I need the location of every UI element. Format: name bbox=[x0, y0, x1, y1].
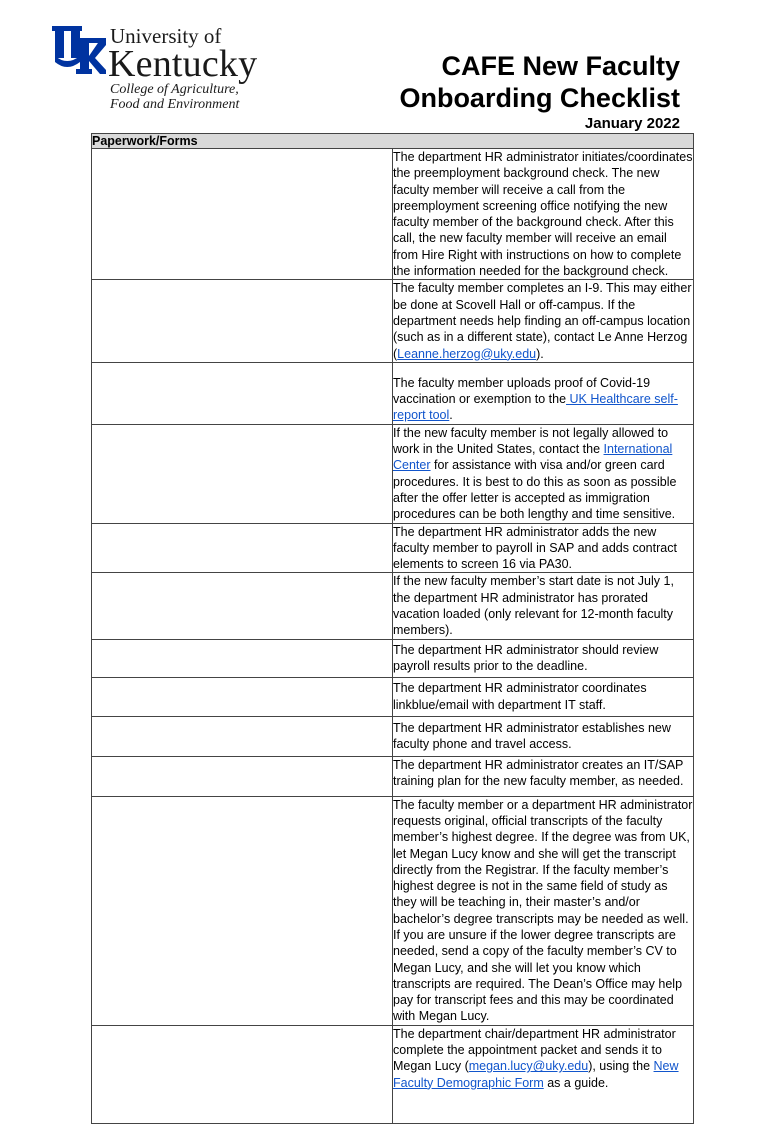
section-header: Paperwork/Forms bbox=[92, 134, 694, 149]
item-text: The faculty member completes an I-9. This may either be done at Scovell Hall or off-campus. If the department needs help finding an off-campus location (such as in a different state), contact Le Anne Herzog ( bbox=[393, 281, 692, 361]
item-description: The department HR administrator should review payroll results prior to the deadline. bbox=[393, 639, 694, 677]
checklist-row bbox=[92, 639, 694, 677]
checklist-table bbox=[91, 133, 694, 1124]
title-line-2: Onboarding Checklist bbox=[399, 83, 680, 113]
item-description bbox=[393, 1025, 694, 1123]
checklist-row bbox=[92, 424, 694, 523]
checkbox-cell[interactable] bbox=[92, 523, 393, 573]
checklist-row bbox=[92, 796, 694, 1025]
checklist-row bbox=[92, 280, 694, 362]
item-text: The department chair/department HR administrator complete the appointment packet and sends it to Megan Lucy ( bbox=[393, 1026, 676, 1074]
university-of-text: University of bbox=[110, 24, 222, 48]
checklist-row bbox=[92, 716, 694, 756]
item-description bbox=[393, 424, 694, 523]
email-link-herzog[interactable]: Leanne.herzog@uky.edu bbox=[397, 346, 537, 361]
checkbox-cell[interactable] bbox=[92, 424, 393, 523]
demographic-form-link[interactable]: New Faculty Demographic Form bbox=[393, 1059, 679, 1090]
checkbox-cell[interactable] bbox=[92, 149, 393, 280]
item-text-end: for assistance with visa and/or green card procedures. It is best to do this as soon as possible after the offer letter is accepted as immigration procedures can be both lengthy and time sensitive. bbox=[393, 458, 677, 522]
checkbox-cell[interactable] bbox=[92, 1025, 393, 1123]
college-line-1: College of Agriculture, bbox=[110, 82, 239, 97]
item-description: The faculty member or a department HR administrator requests original, official transcripts of the faculty member’s highest degree. If the degree was from UK, let Megan Lucy know and she will get the transcript directly from the Registrar. If the faculty member’s highest degree is not in the same field of study as they will be teaching in, their master’s and/or bachelor’s degree transcripts may be needed as well. If you are unsure if the lower degree transcripts are needed, send a copy of the faculty member’s CV to Megan Lucy, and she will let you know which transcripts are required. The Dean’s Office may help pay for transcript fees and this may be coordinated with Megan Lucy. bbox=[393, 797, 693, 1024]
college-line-2: Food and Environment bbox=[110, 97, 240, 112]
international-center-link[interactable]: International Center bbox=[393, 442, 673, 473]
item-description: If the new faculty member’s start date is not July 1, the department HR administrator has prorated vacation loaded (only relevant for 12-month faculty members). bbox=[393, 573, 694, 639]
item-description: The department HR administrator adds the new faculty member to payroll in SAP and adds contract elements to screen 16 via PA30. bbox=[393, 523, 694, 573]
checklist-row bbox=[92, 677, 694, 716]
uk-healthcare-tool-link[interactable]: UK Healthcare self-report tool bbox=[393, 392, 678, 423]
item-text-mid: ), using the bbox=[588, 1059, 654, 1074]
checklist-row bbox=[92, 573, 694, 639]
page-title bbox=[399, 50, 680, 114]
item-text: The faculty member uploads proof of Covid-19 vaccination or exemption to the bbox=[393, 375, 651, 407]
kentucky-text: Kentucky bbox=[108, 43, 258, 85]
document-date: January 2022 bbox=[584, 115, 680, 132]
checkbox-cell[interactable] bbox=[92, 573, 393, 639]
checklist-row bbox=[92, 149, 694, 280]
title-line-1: CAFE New Faculty bbox=[441, 51, 680, 81]
checkbox-cell[interactable] bbox=[92, 716, 393, 756]
checklist-row bbox=[92, 362, 694, 424]
item-text-end: as a guide. bbox=[543, 1075, 609, 1090]
checklist-row bbox=[92, 1025, 694, 1123]
checkbox-cell[interactable] bbox=[92, 280, 393, 362]
checklist-row bbox=[92, 523, 694, 573]
email-link-lucy[interactable]: megan.lucy@uky.edu bbox=[468, 1059, 589, 1074]
item-description: The department HR administrator coordinates linkblue/email with department IT staff. bbox=[393, 677, 694, 716]
item-text-end: . bbox=[449, 408, 453, 423]
item-description bbox=[393, 280, 694, 362]
section-header-row bbox=[92, 134, 694, 149]
item-description: The department HR administrator establishes new faculty phone and travel access. bbox=[393, 716, 694, 756]
uk-logo bbox=[52, 24, 267, 114]
checkbox-cell[interactable] bbox=[92, 796, 393, 1025]
checkbox-cell[interactable] bbox=[92, 756, 393, 796]
college-name bbox=[110, 82, 239, 112]
checkbox-cell[interactable] bbox=[92, 639, 393, 677]
item-text-end: ). bbox=[536, 346, 544, 361]
checkbox-cell[interactable] bbox=[92, 677, 393, 716]
item-description bbox=[393, 362, 694, 424]
item-text: If the new faculty member is not legally allowed to work in the United States, contact the bbox=[393, 425, 669, 457]
checklist-row bbox=[92, 756, 694, 796]
uk-logo-icon bbox=[52, 26, 106, 74]
checkbox-cell[interactable] bbox=[92, 362, 393, 424]
item-description: The department HR administrator creates an IT/SAP training plan for the new faculty member, as needed. bbox=[393, 756, 694, 796]
item-description: The department HR administrator initiates/coordinates the preemployment background check. The new faculty member will receive a call from the preemployment screening office notifying the new faculty member of the background check. After this call, the new faculty member will receive an email from Hire Right with instructions on how to complete the information needed for the background check. bbox=[393, 150, 693, 279]
